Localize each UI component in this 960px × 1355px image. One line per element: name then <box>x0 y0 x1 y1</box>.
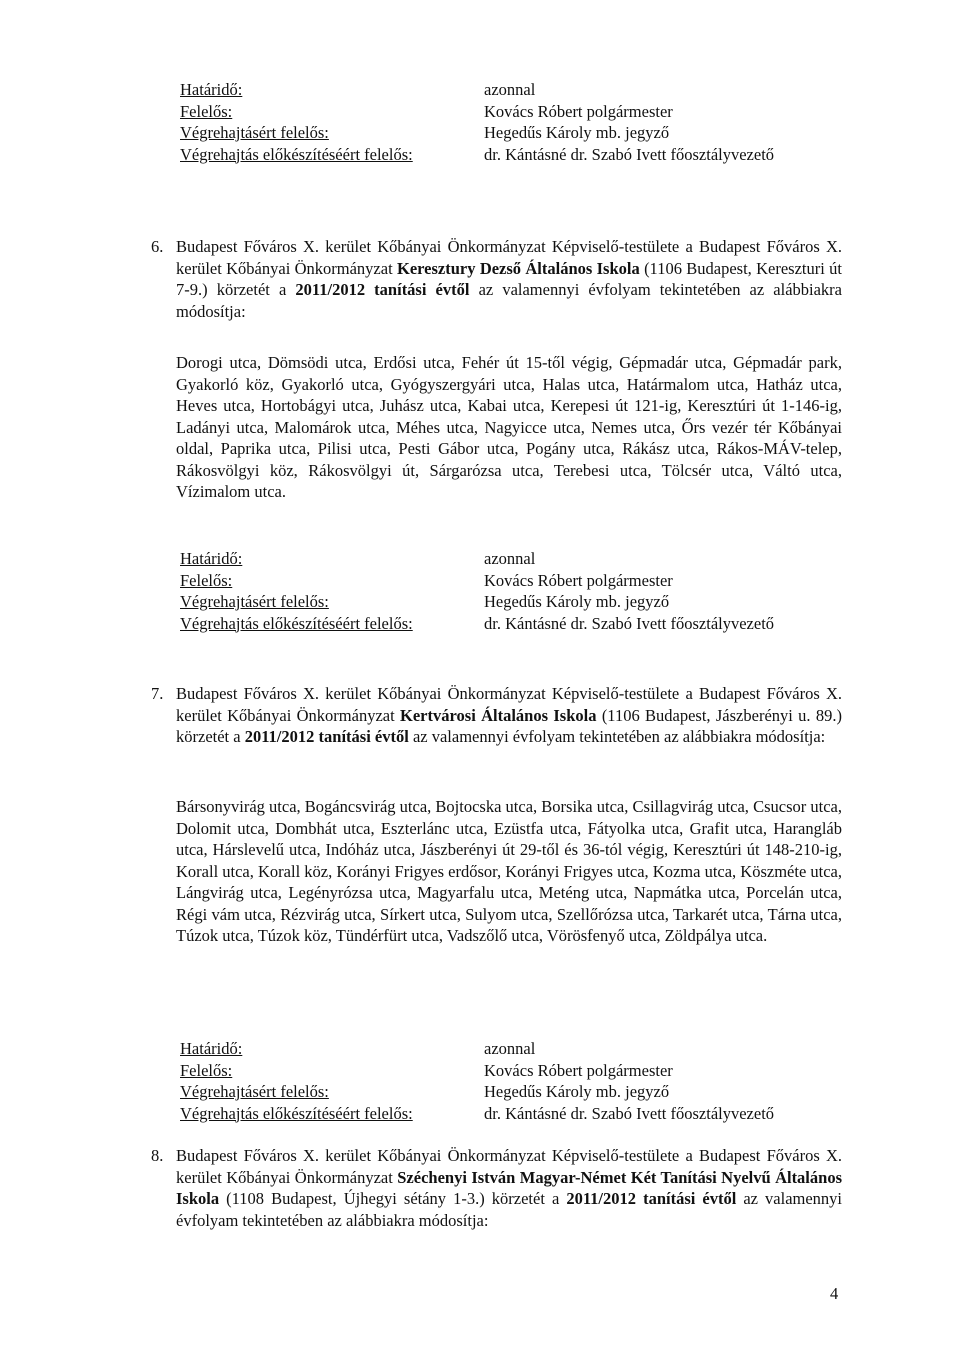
section-7-number: 7. <box>151 684 164 703</box>
responsibility-row-deadline <box>180 79 820 101</box>
section-8-school-name: Széchenyi István Magyar-Német Két Tanítási Nyelvű Általános Iskola <box>176 1167 842 1208</box>
responsible-value: Kovács Róbert polgármester <box>484 570 673 590</box>
responsibility-row-deadline <box>180 548 820 570</box>
exec-responsible-label: Végrehajtásért felelős: <box>180 1082 329 1101</box>
section-6-intro <box>176 236 842 322</box>
responsibility-row-prep <box>180 613 820 635</box>
responsibility-block <box>180 548 820 634</box>
responsibility-row-responsible <box>180 1060 820 1082</box>
deadline-value: azonnal <box>484 549 536 568</box>
section-7-intro <box>176 683 842 748</box>
prep-responsible-label: Végrehajtás előkészítéséért felelős: <box>180 144 413 164</box>
section-6-number: 6. <box>151 237 164 256</box>
prep-responsible-value: dr. Kántásné dr. Szabó Ivett főosztályvezető <box>484 613 775 633</box>
responsible-value: Kovács Róbert polgármester <box>484 1060 673 1080</box>
responsible-value: Kovács Róbert polgármester <box>484 101 673 121</box>
exec-responsible-value: Hegedűs Károly mb. jegyző <box>484 592 670 611</box>
section-7-intro-text: Budapest Főváros X. kerület Kőbányai Önkormányzat Képviselő-testülete a Budapest Főváros X. kerület Kőbányai Önkormányzat <box>176 684 842 725</box>
section-6-address: (1106 Budapest, Kereszturi út 7-9.) körzetét a <box>176 258 843 299</box>
section-6-closing: az valamennyi évfolyam tekintetében az alábbiakra módosítja: <box>176 280 843 321</box>
responsible-label: Felelős: <box>180 570 233 590</box>
responsibility-row-exec <box>180 122 820 144</box>
section-8-intro <box>176 1145 842 1231</box>
deadline-label: Határidő: <box>180 80 243 99</box>
responsibility-row-responsible <box>180 570 820 592</box>
section-6-school-year: 2011/2012 tanítási évtől <box>295 280 470 299</box>
section-7-closing: az valamennyi évfolyam tekintetében az alábbiakra módosítja: <box>412 727 826 746</box>
responsible-label: Felelős: <box>180 101 233 121</box>
section-7-street-list: Bársonyvirág utca, Bogáncsvirág utca, Bojtocska utca, Borsika utca, Csillagvirág utca, Csucsor utca, Dolomit utca, Dombhát utca, Eszterlánc utca, Ezüstfa utca, Fátyolka utca, Grafit utca, Harangláb utca, Hárslevelű utca, Indóház utca, Jászberényi út 29-től és 36-tól végig, Keresztúri út 148-210-ig, Korall utca, Korall köz, Korányi Frigyes erdősor, Korányi Frigyes utca, Kozma utca, Köszméte utca, Lángvirág utca, Legényrózsa utca, Magyarfalu utca, Meténg utca, Napmátka utca, Porcelán utca, Régi vám utca, Rézvirág utca, Sírkert utca, Sulyom utca, Szellőrózsa utca, Tarkarét utca, Tárna utca, Túzok utca, Túzok köz, Tündérfürt utca, Vadszőlő utca, Vörösfenyő utca, Zöldpálya utca. <box>176 797 843 945</box>
section-7-address: (1106 Budapest, Jászberényi u. 89.) körzetét a <box>176 705 843 746</box>
section-6-school-name: Keresztury Dezső Általános Iskola <box>397 258 640 278</box>
prep-responsible-label: Végrehajtás előkészítéséért felelős: <box>180 613 413 633</box>
section-8-school-year: 2011/2012 tanítási évtől <box>566 1189 737 1208</box>
page-number: 4 <box>830 1284 839 1303</box>
responsibility-row-deadline <box>180 1038 820 1060</box>
deadline-label: Határidő: <box>180 549 243 568</box>
section-8-address: (1108 Budapest, Újhegyi sétány 1-3.) körzetét a <box>226 1189 560 1208</box>
responsibility-row-exec <box>180 1081 820 1103</box>
prep-responsible-value: dr. Kántásné dr. Szabó Ivett főosztályvezető <box>484 1103 775 1123</box>
responsible-label: Felelős: <box>180 1060 233 1080</box>
responsibility-row-exec <box>180 591 820 613</box>
section-8-intro-text: Budapest Főváros X. kerület Kőbányai Önkormányzat Képviselő-testülete a Budapest Főváros X. kerület Kőbányai Önkormányzat <box>176 1146 842 1187</box>
section-6-intro-text: Budapest Főváros X. kerület Kőbányai Önkormányzat Képviselő-testülete a Budapest Főváros X. kerület Kőbányai Önkormányzat <box>176 237 842 278</box>
responsibility-row-responsible <box>180 101 820 123</box>
responsibility-block <box>180 1038 820 1124</box>
section-7-school-year: 2011/2012 tanítási évtől <box>244 727 409 746</box>
section-7-school-name: Kertvárosi Általános Iskola <box>400 705 597 725</box>
exec-responsible-label: Végrehajtásért felelős: <box>180 592 329 611</box>
section-8-number: 8. <box>151 1146 164 1165</box>
exec-responsible-value: Hegedűs Károly mb. jegyző <box>484 123 670 142</box>
exec-responsible-label: Végrehajtásért felelős: <box>180 123 329 142</box>
responsibility-row-prep <box>180 1103 820 1125</box>
section-6-street-list: Dorogi utca, Dömsödi utca, Erdősi utca, Fehér út 15-től végig, Gépmadár utca, Gépmadár park, Gyakorló köz, Gyakorló utca, Gyógyszergyári utca, Halas utca, Határmalom utca, Hatház utca, Heves utca, Hortobágyi utca, Juhász utca, Kabai utca, Kerepesi út 121-ig, Keresztúri út 1-146-ig, Ladányi utca, Malomárok utca, Méhes utca, Nagyicce utca, Nemes utca, Őrs vezér tér Kőbányai oldal, Paprika utca, Pilisi utca, Pesti Gábor utca, Pogány utca, Rákász utca, Rákos-MÁV-telep, Rákosvölgyi köz, Rákosvölgyi út, Sárgarózsa utca, Terebesi utca, Tölcsér utca, Váltó utca, Vízimalom utca. <box>176 353 842 501</box>
prep-responsible-value: dr. Kántásné dr. Szabó Ivett főosztályvezető <box>484 144 775 164</box>
responsibility-block <box>180 79 820 165</box>
section-8-closing: az valamennyi évfolyam tekintetében az alábbiakra módosítja: <box>176 1189 843 1230</box>
exec-responsible-value: Hegedűs Károly mb. jegyző <box>484 1082 670 1101</box>
responsibility-row-prep <box>180 144 820 166</box>
prep-responsible-label: Végrehajtás előkészítéséért felelős: <box>180 1103 413 1123</box>
deadline-label: Határidő: <box>180 1039 243 1058</box>
deadline-value: azonnal <box>484 80 536 99</box>
deadline-value: azonnal <box>484 1039 536 1058</box>
